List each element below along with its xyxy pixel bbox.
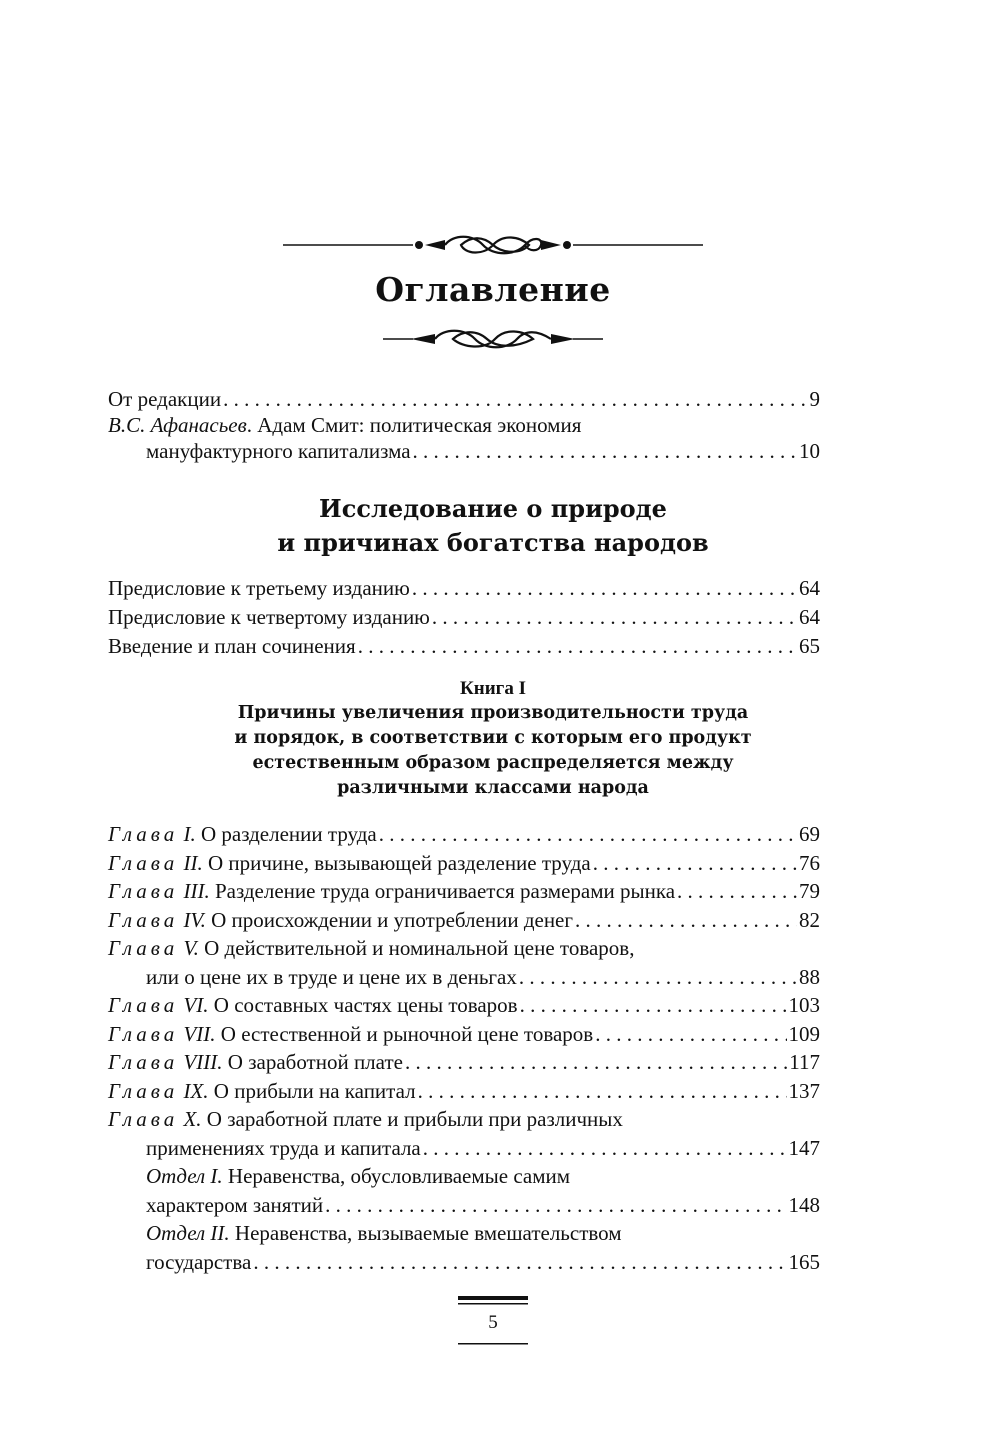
toc-entry-page: 10 xyxy=(799,439,820,463)
section-label: Отдел I. xyxy=(146,1164,223,1188)
section-label: Отдел II. xyxy=(146,1221,230,1245)
toc-entry-title: О разделении труда xyxy=(195,822,377,846)
toc-entry[interactable] xyxy=(108,603,820,632)
work-title-line: и причинах богатства народов xyxy=(277,528,709,557)
chapter-label: Глава xyxy=(108,993,179,1017)
chapter-number: VII. xyxy=(178,1021,216,1046)
toc-entry-page: 109 xyxy=(788,1021,820,1046)
toc-entry-page: 117 xyxy=(789,1050,820,1074)
toc-entry-page: 64 xyxy=(799,576,820,600)
toc-entry[interactable] xyxy=(108,1162,820,1219)
rule-icon xyxy=(458,1342,528,1346)
work-title-line: Исследование о природе xyxy=(319,494,667,523)
toc-entry-title: От редакции xyxy=(108,387,222,411)
book-subtitle-line: различными классами народа xyxy=(337,778,649,798)
chapter-label: Глава xyxy=(108,822,179,846)
double-rule-icon xyxy=(458,1296,528,1306)
toc-entry-title-cont: характером занятий xyxy=(146,1192,324,1217)
chapter-label: Глава xyxy=(108,879,179,903)
toc-entry-page: 76 xyxy=(799,850,820,875)
chapter-label: Глава xyxy=(108,907,179,932)
toc-entry[interactable] xyxy=(108,1020,820,1049)
leader-dots xyxy=(519,963,797,992)
toc-entry-page: 79 xyxy=(799,879,820,903)
toc-entry[interactable] xyxy=(108,574,820,603)
book-subtitle-line: естественным образом распределяется между xyxy=(252,753,734,773)
toc-entry[interactable] xyxy=(108,1105,820,1162)
chapter-number: I. xyxy=(178,822,196,846)
chapter-number: X. xyxy=(178,1107,202,1131)
toc-entry-title: Неравенства, вызываемые вмешательством xyxy=(229,1221,622,1245)
toc-entry[interactable] xyxy=(108,991,820,1020)
leader-dots xyxy=(418,1077,787,1106)
toc-entry-title-cont: применениях труда и капитала xyxy=(146,1135,421,1160)
page-title: Оглавление xyxy=(375,270,611,309)
toc-entry-title: Неравенства, обусловливаемые самим xyxy=(222,1164,571,1188)
toc-entry-page: 165 xyxy=(788,1249,820,1274)
toc-entry-page: 137 xyxy=(788,1078,820,1103)
leader-dots xyxy=(677,877,797,906)
chapter-number: IV. xyxy=(178,907,206,932)
work-title xyxy=(0,492,986,560)
chapter-label: Глава xyxy=(108,1021,179,1046)
toc-entry-page: 147 xyxy=(788,1135,820,1160)
chapter-number: II. xyxy=(178,850,203,875)
toc-entry[interactable] xyxy=(108,632,820,661)
leader-dots xyxy=(423,1134,787,1163)
chapter-number: III. xyxy=(178,879,210,903)
chapter-label: Глава xyxy=(108,1050,179,1074)
toc-prefaces xyxy=(108,574,820,661)
author-name: В.С. Афанасьев xyxy=(108,413,247,437)
toc-entry-title-cont: или о цене их в труде и цене их в деньгах xyxy=(146,964,517,989)
toc-entry-page: 82 xyxy=(799,907,820,932)
toc-entry-title: Введение и план сочинения xyxy=(108,634,356,658)
chapter-number: V. xyxy=(178,936,199,960)
flourish-ornament-icon xyxy=(283,232,703,258)
leader-dots xyxy=(575,906,797,935)
book-heading xyxy=(0,676,986,801)
leader-dots xyxy=(593,849,797,878)
leader-dots xyxy=(412,574,797,603)
toc-entry[interactable] xyxy=(108,412,820,464)
toc-entry-title: Предисловие к четвертому изданию xyxy=(108,605,430,629)
chapter-label: Глава xyxy=(108,850,179,875)
leader-dots xyxy=(223,386,807,412)
toc-entry[interactable] xyxy=(108,386,820,412)
toc-entry-title: О прибыли на капитал xyxy=(208,1078,416,1103)
toc-entry-page: 103 xyxy=(788,993,820,1017)
toc-entry-page: 9 xyxy=(809,387,820,411)
toc-entry-title: О заработной плате и прибыли при различных xyxy=(201,1107,623,1131)
chapter-number: VI. xyxy=(178,993,209,1017)
chapter-label: Глава xyxy=(108,936,179,960)
toc-entry-title: О заработной плате xyxy=(222,1050,403,1074)
ornament-bottom xyxy=(0,326,986,352)
toc-entry-page: 64 xyxy=(799,605,820,629)
leader-dots xyxy=(379,820,797,849)
toc-entry-title: О естественной и рыночной цене товаров xyxy=(215,1021,594,1046)
toc-entry[interactable] xyxy=(108,820,820,849)
toc-entry-title-cont: государства xyxy=(146,1249,252,1274)
toc-entry-title: О происхождении и употреблении денег xyxy=(205,907,573,932)
leader-dots xyxy=(325,1191,786,1220)
toc-entry-title: О составных частях цены товаров xyxy=(208,993,518,1017)
leader-dots xyxy=(405,1048,787,1077)
page-footer xyxy=(0,1296,986,1346)
toc-entry-page: 88 xyxy=(799,964,820,989)
toc-entry-page: 69 xyxy=(799,822,820,846)
chapter-label: Глава xyxy=(108,1078,179,1103)
toc-entry-page: 65 xyxy=(799,634,820,658)
leader-dots xyxy=(595,1020,786,1049)
toc-entry-title: Разделение труда ограничивается размерами рынка xyxy=(209,879,676,903)
toc-chapters xyxy=(108,820,820,1276)
toc-entry[interactable] xyxy=(108,849,820,878)
leader-dots xyxy=(520,991,787,1020)
ornament-top xyxy=(0,232,986,258)
toc-entry[interactable] xyxy=(108,1048,820,1077)
toc-entry-title: Предисловие к третьему изданию xyxy=(108,576,410,600)
leader-dots xyxy=(358,632,797,661)
toc-entry[interactable] xyxy=(108,1077,820,1106)
book-subtitle-line: Причины увеличения производительности труда xyxy=(237,703,749,723)
toc-entry-title: О причине, вызывающей разделение труда xyxy=(202,850,591,875)
toc-entry-title: . Адам Смит: политическая экономия xyxy=(246,413,582,437)
toc-entry-title-cont: мануфактурного капитализма xyxy=(146,439,411,463)
toc-entry-title: О действительной и номинальной цене товаров, xyxy=(198,936,635,960)
toc-entry[interactable] xyxy=(108,934,820,991)
toc-front xyxy=(108,386,820,464)
flourish-ornament-icon xyxy=(383,326,603,352)
chapter-number: VIII. xyxy=(178,1050,223,1074)
chapter-label: Глава xyxy=(108,1107,179,1131)
page-number: 5 xyxy=(488,1312,498,1333)
book-label: Книга I xyxy=(460,678,526,699)
toc-entry[interactable] xyxy=(108,906,820,935)
book-subtitle-line: и порядок, в соответствии с которым его продукт xyxy=(234,728,752,748)
chapter-number: IX. xyxy=(178,1078,209,1103)
toc-entry[interactable] xyxy=(108,877,820,906)
toc-entry-page: 148 xyxy=(788,1192,820,1217)
leader-dots xyxy=(432,603,797,632)
toc-entry[interactable] xyxy=(108,1219,820,1276)
leader-dots xyxy=(413,438,797,464)
leader-dots xyxy=(253,1248,786,1277)
